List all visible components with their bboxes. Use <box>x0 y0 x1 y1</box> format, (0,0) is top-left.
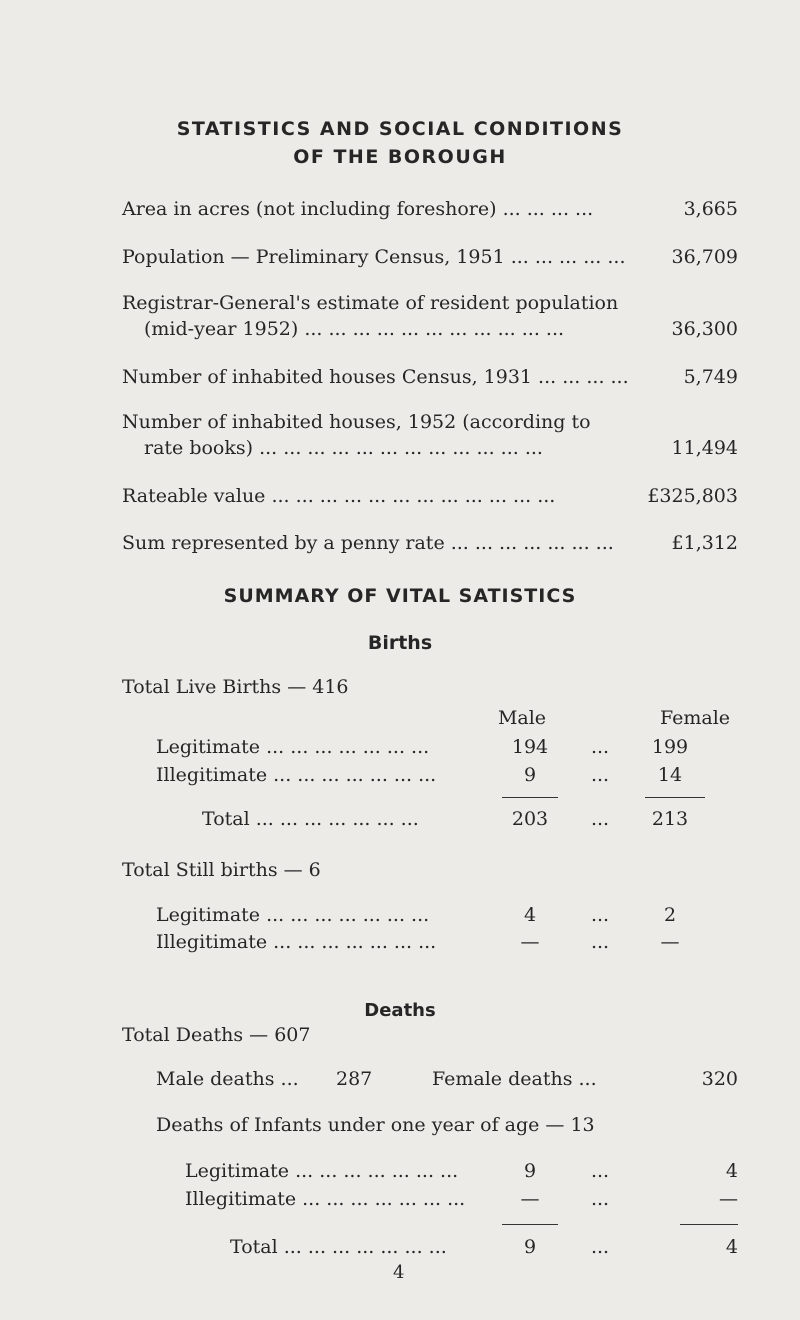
births-total-label: Total ... ... ... ... ... ... ... <box>202 808 419 830</box>
births-legitimate-female: 199 <box>651 736 689 758</box>
stat-area-value: 3,665 <box>683 198 738 220</box>
stat-penny-rate-label: Sum represented by a penny rate ... ... ... ... ... ... ... <box>122 532 614 554</box>
deaths-male-rule <box>502 1224 558 1225</box>
total-deaths: Total Deaths — 607 <box>122 1024 311 1046</box>
births-illegitimate-male: 9 <box>523 764 537 786</box>
stat-rateable-value: £325,803 <box>647 485 738 507</box>
deaths-female-rule <box>680 1224 738 1225</box>
page-number: 4 <box>393 1262 405 1283</box>
infant-illegitimate-label: Illegitimate ... ... ... ... ... ... ... <box>185 1188 466 1210</box>
total-live-births: Total Live Births — 416 <box>122 676 349 698</box>
infant-legitimate-sep: ... <box>590 1160 610 1182</box>
still-legitimate-female: 2 <box>663 904 677 926</box>
births-male-rule <box>502 797 558 798</box>
still-illegitimate-sep: ... <box>590 931 610 953</box>
births-total-sep: ... <box>590 808 610 830</box>
stat-houses-1952-label-2: rate books) ... ... ... ... ... ... ... ... ... ... ... ... <box>144 437 543 459</box>
male-deaths-value: 287 <box>336 1068 373 1090</box>
infant-deaths: Deaths of Infants under one year of age — 13 <box>156 1114 595 1136</box>
births-illegitimate-sep: ... <box>590 764 610 786</box>
page-subtitle: OF THE BOROUGH <box>293 146 507 168</box>
summary-title: SUMMARY OF VITAL SATISTICS <box>223 585 577 607</box>
total-still-births: Total Still births — 6 <box>122 859 321 881</box>
births-legitimate-male: 194 <box>511 736 549 758</box>
infant-total-female: 4 <box>725 1236 738 1258</box>
infant-illegitimate-male: — <box>520 1188 540 1210</box>
stat-houses-1931-value: 5,749 <box>683 366 738 388</box>
stat-population-label: Population — Preliminary Census, 1951 ... ... ... ... ... <box>122 246 626 268</box>
female-deaths-value: 320 <box>701 1068 738 1090</box>
col-female-header: Female <box>659 707 731 729</box>
births-heading: Births <box>367 632 433 654</box>
stat-estimate-label-1: Registrar-General's estimate of resident population <box>122 292 619 314</box>
still-legitimate-label: Legitimate ... ... ... ... ... ... ... <box>156 904 430 926</box>
births-illegitimate-label: Illegitimate ... ... ... ... ... ... ... <box>156 764 437 786</box>
deaths-heading: Deaths <box>364 1000 436 1021</box>
male-deaths-label: Male deaths ... <box>156 1068 299 1090</box>
stat-houses-1952-label-1: Number of inhabited houses, 1952 (according to <box>122 411 591 433</box>
infant-illegitimate-sep: ... <box>590 1188 610 1210</box>
page-title: STATISTICS AND SOCIAL CONDITIONS <box>176 118 624 140</box>
infant-total-sep: ... <box>590 1236 610 1258</box>
births-female-rule <box>645 797 705 798</box>
infant-illegitimate-female: — <box>719 1188 738 1210</box>
stat-population-value: 36,709 <box>671 246 738 268</box>
still-illegitimate-male: — <box>520 931 540 953</box>
births-total-male: 203 <box>511 808 549 830</box>
still-legitimate-male: 4 <box>523 904 537 926</box>
births-illegitimate-female: 14 <box>657 764 683 786</box>
infant-legitimate-label: Legitimate ... ... ... ... ... ... ... <box>185 1160 459 1182</box>
female-deaths-label: Female deaths ... <box>432 1068 597 1090</box>
births-total-female: 213 <box>651 808 689 830</box>
stat-area-label: Area in acres (not including foreshore) ... ... ... ... <box>122 198 594 220</box>
infant-total-male: 9 <box>523 1236 537 1258</box>
still-illegitimate-female: — <box>660 931 680 953</box>
infant-legitimate-female: 4 <box>725 1160 738 1182</box>
still-illegitimate-label: Illegitimate ... ... ... ... ... ... ... <box>156 931 437 953</box>
col-male-header: Male <box>497 707 547 729</box>
infant-legitimate-male: 9 <box>523 1160 537 1182</box>
stat-houses-1952-value: 11,494 <box>671 437 738 459</box>
stat-penny-rate-value: £1,312 <box>671 532 738 554</box>
infant-total-label: Total ... ... ... ... ... ... ... <box>230 1236 447 1258</box>
births-legitimate-sep: ... <box>590 736 610 758</box>
stat-houses-1931-label: Number of inhabited houses Census, 1931 ... ... ... ... <box>122 366 629 388</box>
stat-rateable-label: Rateable value ... ... ... ... ... ... ... ... ... ... ... ... <box>122 485 556 507</box>
stat-estimate-label-2: (mid-year 1952) ... ... ... ... ... ... ... ... ... ... ... <box>144 318 565 340</box>
still-legitimate-sep: ... <box>590 904 610 926</box>
births-legitimate-label: Legitimate ... ... ... ... ... ... ... <box>156 736 430 758</box>
stat-estimate-value: 36,300 <box>671 318 738 340</box>
